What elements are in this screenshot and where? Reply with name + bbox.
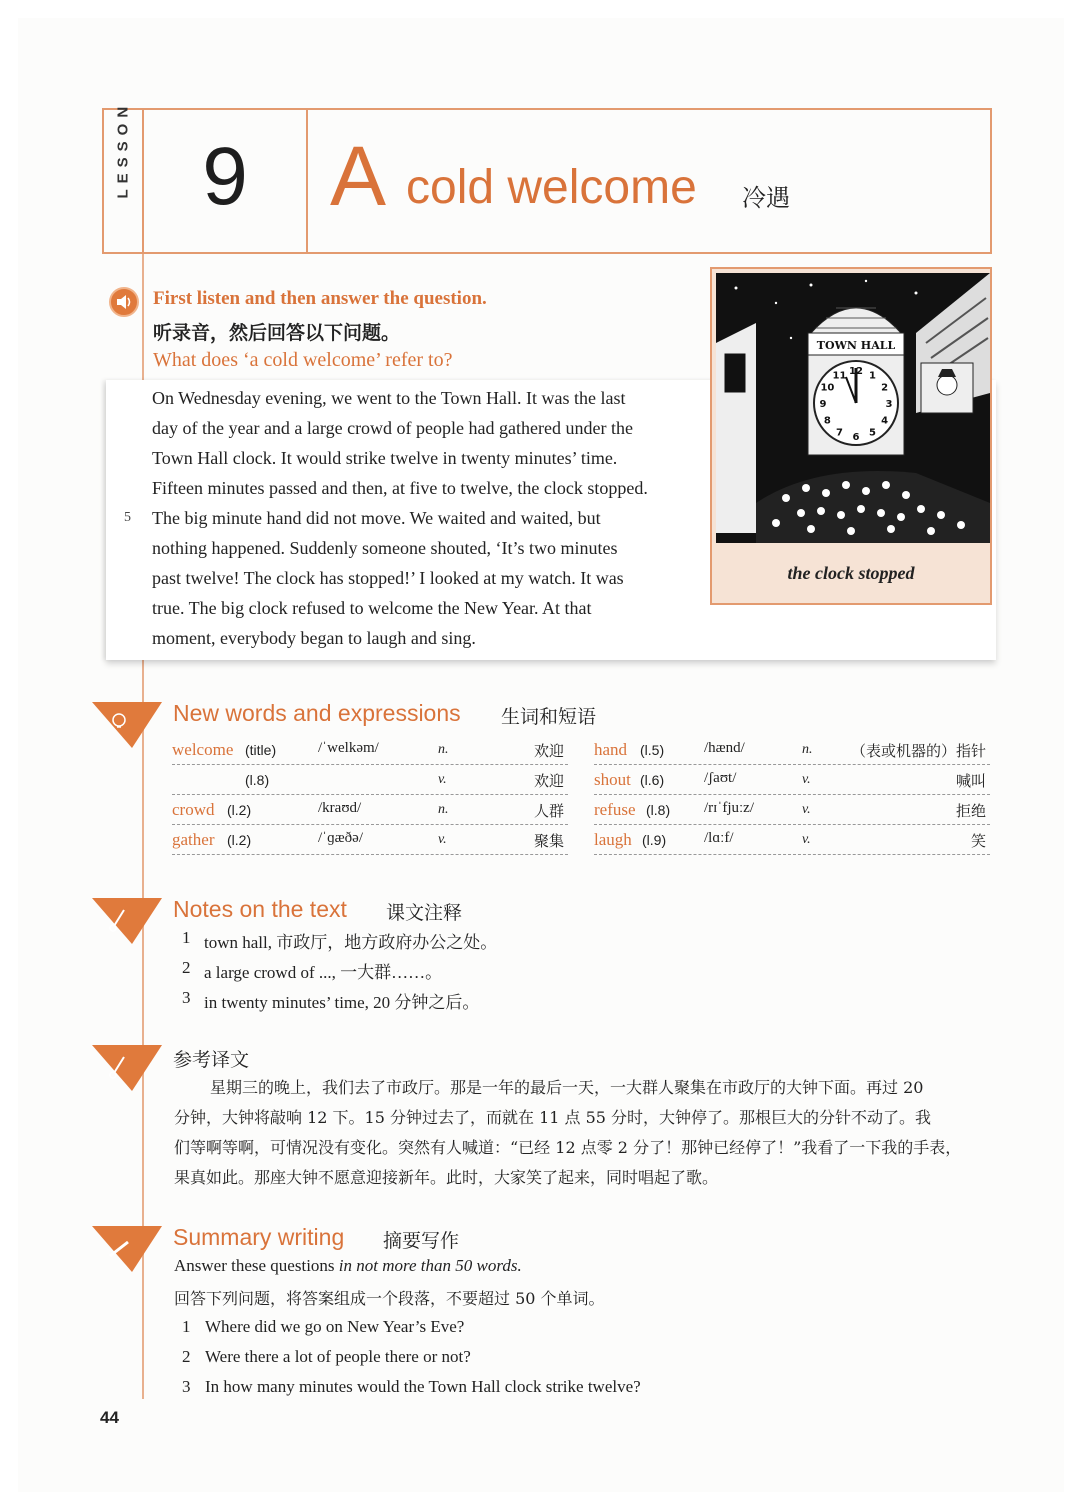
vocab-row	[172, 826, 568, 855]
vocab-ipa: /ʃaʊt/	[704, 770, 737, 786]
vocab-pos: v.	[802, 832, 811, 847]
vocab-line-ref: (l.8)	[245, 772, 270, 788]
vocab-row	[594, 796, 990, 825]
vocab-meaning: 欢迎	[533, 772, 564, 790]
vocab-meaning: 笑	[970, 832, 986, 850]
vocab-meaning: 聚集	[533, 832, 564, 850]
note-number: 1	[182, 928, 191, 947]
question-text: In how many minutes would the Town Hall clock strike twelve?	[205, 1377, 641, 1396]
vocab-pos: n.	[438, 802, 449, 817]
clock-numeral: 4	[881, 415, 889, 427]
story-line: past twelve! The clock has stopped!’ I looked at my watch. It was	[152, 568, 624, 588]
question-number: 2	[182, 1347, 191, 1366]
note-text: town hall, 市政厅，地方政府办公之处。	[204, 933, 498, 952]
vocab-row	[172, 766, 568, 795]
clock-numeral: 1	[869, 370, 876, 382]
summary-instruction-cn: 回答下列问题，将答案组成一个段落，不要超过 50 个单词。	[174, 1289, 605, 1308]
vocab-word: gather	[172, 830, 215, 849]
clock-numeral: 6	[852, 432, 860, 443]
vocab-row	[594, 826, 990, 855]
vocab-row	[594, 766, 990, 795]
clock-numeral: 9	[819, 399, 827, 410]
vocab-pos: v.	[802, 772, 811, 787]
clock-numeral: 12	[849, 366, 863, 377]
question-number: 1	[182, 1317, 191, 1336]
vocab-row	[172, 736, 568, 765]
vocab-ipa: /hænd/	[704, 740, 745, 756]
note-number: 2	[182, 958, 191, 977]
note-number: 3	[182, 988, 191, 1007]
vocab-ipa: /rɪˈfjuːz/	[704, 800, 754, 816]
question-number: 3	[182, 1377, 191, 1396]
lesson-title-cn: 冷遇	[742, 184, 790, 212]
vocab-meaning: 欢迎	[533, 742, 564, 760]
lightbulb-icon	[92, 702, 162, 748]
vocab-meaning: （表或机器的）指针	[850, 742, 986, 760]
clock-numeral: 10	[820, 382, 835, 394]
vocab-word: shout	[594, 770, 631, 789]
vocab-pos: n.	[802, 742, 813, 757]
note-text: a large crowd of ..., 一大群……。	[204, 963, 443, 982]
lesson-title: cold welcome	[406, 161, 697, 214]
vocab-word: refuse	[594, 800, 636, 819]
summary-heading: Summary writing	[173, 1224, 345, 1250]
story-line: On Wednesday evening, we went to the Town Hall. It was the last	[152, 388, 626, 408]
vocab-ipa: /kraʊd/	[318, 800, 362, 816]
translation-line: 果真如此。那座大钟不愿意迎接新年。此时，大家笑了起来，同时唱起了歌。	[174, 1168, 719, 1187]
illustration-frame	[710, 267, 992, 605]
listen-instruction: First listen and then answer the question.	[153, 288, 487, 309]
translation-heading: 参考译文	[173, 1049, 250, 1071]
town-hall-sign: TOWN HALL	[816, 339, 896, 352]
title-initial: A	[330, 129, 387, 223]
vocab-row	[594, 736, 990, 765]
translation-line: 星期三的晚上，我们去了市政厅。那是一年的最后一天，一大群人聚集在市政厅的大钟下面。再过 20	[210, 1078, 924, 1097]
summary-heading-cn: 摘要写作	[383, 1230, 460, 1252]
clock-numeral: 8	[823, 415, 831, 427]
story-line: true. The big clock refused to welcome the New Year. At that	[152, 598, 592, 618]
town-hall-illustration	[716, 273, 990, 543]
question-text: Where did we go on New Year’s Eve?	[205, 1317, 465, 1336]
vocab-line-ref: (title)	[245, 742, 277, 758]
vocab-word: welcome	[172, 740, 234, 759]
illustration-caption: the clock stopped	[787, 563, 915, 583]
question-text: Were there a lot of people there or not?	[205, 1347, 471, 1366]
pencil-icon	[92, 1226, 162, 1272]
vocab-word: crowd	[172, 800, 215, 819]
pen-nib-icon	[92, 898, 162, 944]
vocab-word: laugh	[594, 830, 632, 849]
notes-heading-cn: 课文注释	[386, 902, 463, 924]
notes-heading: Notes on the text	[173, 896, 347, 922]
clock-numeral: 3	[885, 399, 893, 410]
pen-nib-icon	[92, 1045, 162, 1091]
listen-instruction-cn: 听录音，然后回答以下问题。	[153, 322, 401, 344]
note-text: in twenty minutes’ time, 20 分钟之后。	[204, 993, 480, 1012]
clock-numeral: 11	[832, 370, 847, 382]
vocab-meaning: 喊叫	[955, 772, 986, 790]
vocab-pos: v.	[438, 832, 447, 847]
vocab-line-ref: (l.8)	[646, 802, 671, 818]
translation-line: 们等啊等啊，可情况没有变化。突然有人喊道：“已经 12 点零 2 分了！那钟已经停了！”我看了一下我的手表，	[174, 1138, 962, 1157]
header-divider	[306, 108, 308, 254]
vocab-ipa: /ˈɡæðə/	[318, 830, 363, 846]
vocab-pos: n.	[438, 742, 449, 757]
vocab-line-ref: (l.6)	[640, 772, 665, 788]
listen-question: What does ‘a cold welcome’ refer to?	[153, 349, 453, 371]
vocab-line-ref: (l.2)	[227, 832, 252, 848]
summary-instruction	[174, 1256, 522, 1276]
page-number: 44	[100, 1408, 119, 1427]
vocab-ipa: /lɑːf/	[704, 830, 734, 846]
vocab-line-ref: (l.5)	[640, 742, 665, 758]
clock-numeral: 5	[869, 427, 876, 439]
vocab-meaning: 人群	[533, 802, 564, 820]
vocab-line-ref: (l.9)	[642, 832, 667, 848]
story-line: day of the year and a large crowd of people had gathered under the	[152, 418, 633, 438]
story-line: Fifteen minutes passed and then, at five to twelve, the clock stopped.	[152, 478, 648, 498]
vocab-row	[172, 796, 568, 825]
summary-instruction-emphasis: in not more than 50 words.	[338, 1256, 522, 1275]
vocab-pos: v.	[802, 802, 811, 817]
vocab-heading-cn: 生词和短语	[501, 706, 597, 728]
clock-numeral: 2	[881, 382, 889, 394]
story-line: Town Hall clock. It would strike twelve in twenty minutes’ time.	[152, 448, 618, 468]
story-line: moment, everybody began to laugh and sing.	[152, 628, 476, 648]
summary-instruction-text: Answer these questions	[174, 1256, 339, 1275]
story-line: nothing happened. Suddenly someone shouted, ‘It’s two minutes	[152, 538, 618, 558]
vocab-meaning: 拒绝	[955, 802, 986, 820]
lesson-label	[115, 159, 132, 199]
vocab-word: hand	[594, 740, 628, 759]
translation-line: 分钟，大钟将敲响 12 下。15 分钟过去了，而就在 11 点 55 分时，大钟停了。那根巨大的分针不动了。我	[174, 1108, 932, 1127]
clock-numeral: 7	[836, 427, 843, 439]
vocab-ipa: /ˈwelkəm/	[318, 740, 379, 756]
vocab-heading: New words and expressions	[173, 700, 461, 726]
line-number-marker: 5	[124, 510, 131, 525]
lesson-number: 9	[202, 131, 248, 222]
speaker-icon[interactable]	[109, 287, 139, 317]
vocab-line-ref: (l.2)	[227, 802, 252, 818]
vocab-pos: v.	[438, 772, 447, 787]
story-line: The big minute hand did not move. We waited and waited, but	[152, 508, 601, 528]
